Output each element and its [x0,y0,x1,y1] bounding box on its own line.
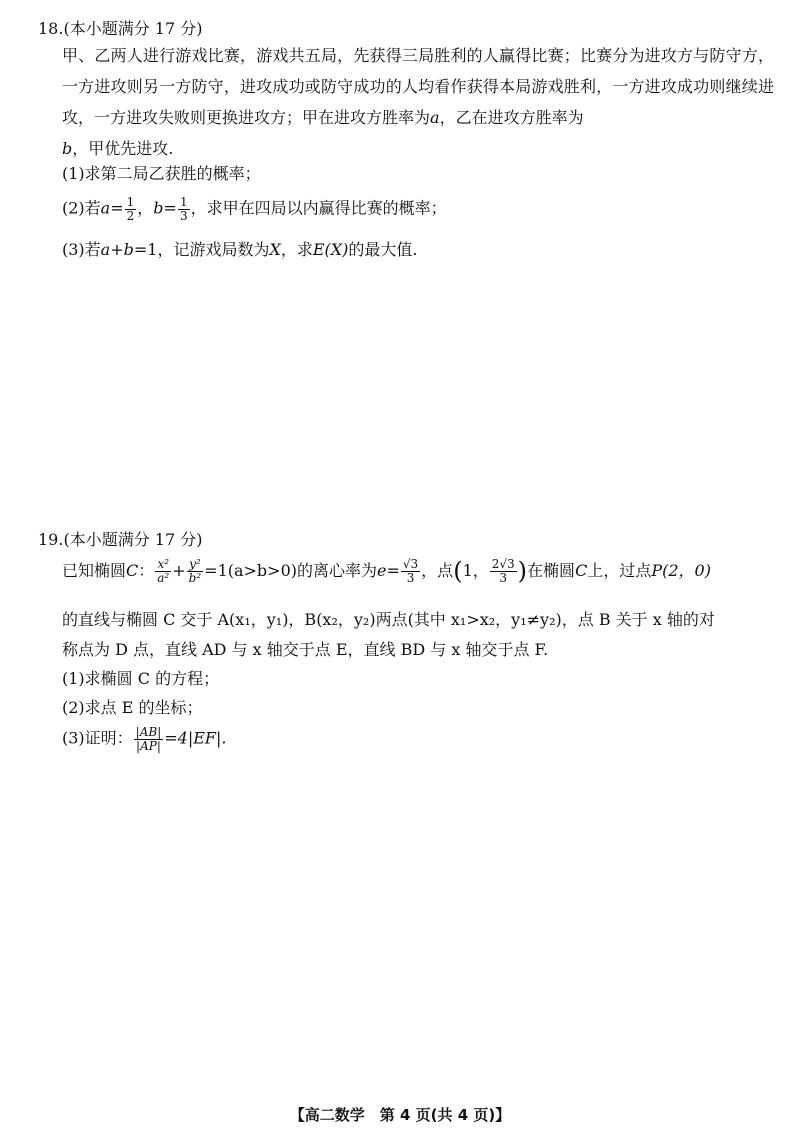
q19-l1-prefix: 已知椭圆 [62,561,127,580]
frac-numerator: 1 [179,195,188,209]
q19-l1-pt-x: 1， [462,561,489,580]
q18-part3-expr: a+b [100,240,134,259]
frac-denominator: 3 [179,208,188,223]
frac-numerator: 2√3 [491,557,515,572]
q18-part2 [62,196,447,222]
q18-part2-eq1: = [110,198,124,218]
q19-l1-eq: = [386,561,400,580]
q19-line1 [62,557,711,586]
q18-score: (本小题满分 17 分) [63,19,203,38]
q18-stem-mid: ，乙在进攻方胜率为 [439,108,584,127]
q19-part2: (2)求点 E 的坐标； [62,698,203,717]
q18-part2-suffix: ，求甲在四局以内赢得比赛的概率； [190,198,447,218]
q18-part3-mid: =1，记游戏局数为 [133,240,270,259]
q18-header [38,16,202,39]
frac-numerator: |AB| [135,725,162,739]
q18-part2-prefix: (2)若 [62,198,101,218]
q19-l1-plus: + [172,561,186,580]
q19-l1-c2: C [575,561,588,580]
q18-stem [62,40,774,164]
page-footer: 【高二数学 第 4 页(共 4 页)】 [289,1106,511,1124]
q19-l1-c: C [126,561,139,580]
right-paren: ) [517,557,528,585]
q19-part3-suffix: =4|EF|. [164,728,227,748]
q18-stem-end: ，甲优先进攻. [72,139,174,158]
q18-part3-ex: E(X) [312,240,349,259]
q19-number: 19. [38,530,64,549]
q18-part3-prefix: (3)若 [62,240,101,259]
left-paren: ( [453,557,463,585]
q18-part2-frac-b [178,196,190,222]
q19-header [38,527,202,550]
q18-stem-text: 甲、乙两人进行游戏比赛，游戏共五局，先获得三局胜利的人赢得比赛；比赛分为进攻方与防守方，一方进攻则另一方防守，进攻成功或防守成功的人均看作获得本局游戏胜利，一方进攻成功则继续进攻，一方进攻失败则更换进攻方；甲在进攻方胜率为 [62,46,774,127]
q18-part2-a: a [100,198,111,218]
q19-score: (本小题满分 17 分) [63,530,203,549]
frac-numerator: 1 [126,195,135,209]
q18-part2-frac-a [125,196,137,222]
q19-part3-frac [134,726,164,752]
frac-numerator: x² [157,557,170,572]
frac-denominator: a² [157,571,170,585]
q18-stem-b: b [62,139,73,158]
q18-part2-b: b [153,198,164,218]
q18-part3-suffix: 的最大值. [348,240,418,259]
q19-frac-ecc [401,558,420,584]
q18-part3 [62,240,418,259]
q18-stem-a: a [430,108,440,127]
frac-denominator: 3 [499,571,508,585]
q19-l1-cond: =1(a>b>0) [204,561,297,580]
q19-frac-x2a2 [155,558,171,584]
q19-part3 [62,726,226,752]
frac-denominator: 2 [126,208,135,223]
q19-l1-ecc: 的离心率为 [297,561,378,580]
q19-l1-colon: ： [138,561,155,580]
q19-line3: 称点为 D 点，直线 AD 与 x 轴交于点 E，直线 BD 与 x 轴交于点 F. [62,640,549,659]
q19-frac-y2b2 [187,558,204,584]
q19-l1-through: 上，过点 [587,561,652,580]
frac-numerator: √3 [402,557,419,572]
q18-part3-x: X [269,240,281,259]
q18-part2-eq2: = [163,198,177,218]
q18-part2-comma: ， [137,198,154,218]
q19-l1-e: e [377,561,387,580]
frac-numerator: y² [189,557,201,572]
q19-l1-p: P(2，0) [651,561,711,580]
q19-line2: 的直线与椭圆 C 交于 A(x₁，y₁)，B(x₂，y₂)两点(其中 x₁>x₂，y₁≠y₂)，点 B 关于 x 轴的对 [62,610,715,629]
q18-number: 18. [38,19,64,38]
q18-part1: (1)求第二局乙获胜的概率； [62,164,261,183]
q19-l1-on: 在椭圆 [527,561,576,580]
q19-part3-prefix: (3)证明： [62,728,133,748]
frac-denominator: |AP| [136,738,161,753]
frac-denominator: b² [188,571,202,585]
q19-part1: (1)求椭圆 C 的方程； [62,669,220,688]
q19-frac-pt [490,558,517,584]
q19-l1-pt: ，点 [421,561,454,580]
frac-denominator: 3 [406,571,415,585]
q18-part3-mid2: ，求 [280,240,313,259]
